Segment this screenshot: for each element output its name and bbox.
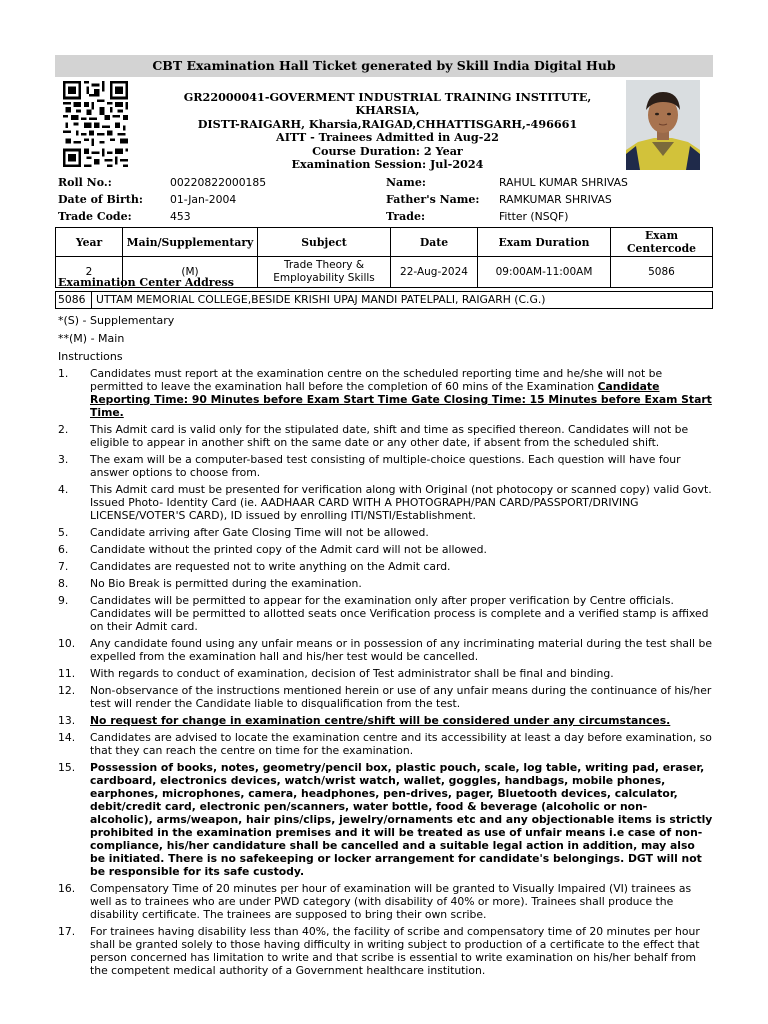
date-of-birth: 01-Jan-2004 [170,193,237,206]
trade-label: Trade: [386,210,426,223]
note-main: **(M) - Main [58,332,125,345]
item-number: 16. [58,882,76,895]
item-text: This Admit card is valid only for the stipulated date, shift and time as specified thereon. Candidates will not be eligible to appear in another shift on the same date or any other date, if absent from the scheduled shift. [90,423,689,449]
item-text: Candidate arriving after Gate Closing Time will not be allowed. [90,526,429,539]
item-text: Candidates will be permitted to appear for the examination only after proper verification by Centre officials. Candidates will be permitted to allotted seats once Verification process is complete and a verified stamp is affixed on their Admit card. [90,594,709,633]
item-text: Any candidate found using any unfair means or in possession of any incriminating material during the test shall be expelled from the examination hall and his/her test would be cancelled. [90,637,712,663]
candidate-name: RAHUL KUMAR SHRIVAS [499,176,628,189]
item-bold-text: Candidate Reporting Time: 90 Minutes before Exam Start Time Gate Closing Time: 15 Minutes before Exam Start Time. [90,380,712,419]
item-text: For trainees having disability less than 40%, the facility of scribe and compensatory time of 20 minutes per hour shall be granted solely to those having difficulty in writing subject to production of a certificate to the effect that person concerned has limitation to write and that scribe is essential to write examination on his/her behalf from the competent medical authority of a Government healthcare institution. [90,925,700,977]
item-bold-text: Possession of books, notes, geometry/pencil box, plastic pouch, scale, log table, writing pad, eraser, cardboard, electronics devices, watch/wrist watch, wallet, goggles, handbags, mobile phones, earphones, microphones, camera, headphones, pen-drives, pager, Bluetooth devices, calculator, debit/credit card, electronic pen/scanners, water bottle, food & beverage (alcoholic or non- alcoholic), arms/weapon, hair pins/clips, jewelry/ornaments etc and any objectionable items is strictly prohibited in the examination premises and it will be treated as use of unfair means i.e case of non-compliance, his/her candidature shall be cancelled and a suitable legal action in addition, may also be initiated. There is no safekeeping or locker arrangement for candidate's belongings. DGT will not be responsible for its safe custody. [90,761,713,878]
header-subject: Subject [258,228,391,257]
institute-line-1: GR22000041-GOVERMENT INDUSTRIAL TRAINING INSTITUTE, KHARSIA, [183,90,592,118]
qr-code-icon [63,81,128,167]
candidate-photo [626,80,700,170]
page-title: CBT Examination Hall Ticket generated by Skill India Digital Hub [55,55,713,77]
instruction-item-7 [58,560,713,573]
center-code: 5086 [58,292,92,308]
item-text: With regards to conduct of examination, decision of Test administrator shall be final and binding. [90,667,614,680]
instruction-item-15 [58,761,713,878]
trade: Fitter (NSQF) [499,210,569,223]
instruction-item-14 [58,731,713,757]
item-text: Candidate without the printed copy of the Admit card will not be allowed. [90,543,487,556]
roll-label: Roll No.: [58,176,112,189]
item-number: 4. [58,483,69,496]
instruction-item-6 [58,543,713,556]
item-number: 3. [58,453,69,466]
header-main-supplementary: Main/Supplementary [123,228,258,257]
subject-line-2: Employability Skills [273,272,375,284]
item-number: 17. [58,925,76,938]
item-text: Candidates must report at the examination centre on the scheduled reporting time and he/she will not be permitted to leave the examination hall before the completion of 60 mins of the Examination [90,367,663,393]
item-number: 5. [58,526,69,539]
header-exam-centercode: Exam Centercode [611,228,713,257]
institute-details [155,91,620,171]
instruction-item-8 [58,577,713,590]
item-text: Candidates are advised to locate the examination centre and its accessibility at least a day before examination, so that they can reach the centre on time for the examination. [90,731,712,757]
instruction-item-3 [58,453,713,479]
item-number: 14. [58,731,76,744]
cell-year: 2 [56,257,123,288]
father-name: RAMKUMAR SHRIVAS [499,193,612,206]
dob-label: Date of Birth: [58,193,143,206]
item-number: 1. [58,367,69,380]
item-text: The exam will be a computer-based test consisting of multiple-choice questions. Each question will have four answer options to choose from. [90,453,681,479]
instruction-item-9 [58,594,713,633]
instruction-item-16 [58,882,713,921]
cell-duration: 09:00AM-11:00AM [478,257,611,288]
instruction-item-11 [58,667,713,680]
header-date: Date [391,228,478,257]
institute-line-2: DISTT-RAIGARH, Kharsia,RAIGAD,CHHATTISGARH,-496661 [197,116,578,131]
instruction-item-10 [58,637,713,663]
candidate-info [55,176,713,227]
name-label: Name: [386,176,426,189]
item-bold-text: No request for change in examination centre/shift will be considered under any circumstances. [90,714,671,727]
instruction-item-2 [58,423,713,449]
item-number: 7. [58,560,69,573]
item-number: 15. [58,761,76,774]
header-exam-duration: Exam Duration [478,228,611,257]
table-header-row [56,228,713,257]
cell-type: (M) [123,257,258,288]
instructions-heading: Instructions [58,350,123,363]
item-number: 13. [58,714,76,727]
father-label: Father's Name: [386,193,480,206]
institute-line-3: AITT - Trainees Admitted in Aug-22 [276,130,499,145]
item-text: No Bio Break is permitted during the examination. [90,577,362,590]
center-address-title: Examination Center Address [58,276,234,289]
item-number: 8. [58,577,69,590]
notes [58,312,174,366]
item-text: Compensatory Time of 20 minutes per hour of examination will be granted to Visually Impaired (VI) trainees as well as to trainees who are under PWD category (with disability of 40% or more). Trainees shall produce the disability certificate. The trainees are supposed to bring their own scribe. [90,882,692,921]
cell-date: 22-Aug-2024 [391,257,478,288]
institute-line-5: Examination Session: Jul-2024 [291,157,484,172]
instruction-item-1 [58,367,713,419]
item-number: 6. [58,543,69,556]
cell-centercode: 5086 [611,257,713,288]
instruction-item-4 [58,483,713,522]
center-address-box [55,291,713,309]
item-number: 2. [58,423,69,436]
trade-code-label: Trade Code: [58,210,132,223]
hall-ticket [55,55,713,977]
item-number: 12. [58,684,76,697]
item-number: 9. [58,594,69,607]
subject-line-1: Trade Theory & [283,259,365,271]
cell-subject [258,257,391,288]
instruction-item-12 [58,684,713,710]
roll-number: 00220822000185 [170,176,267,189]
trade-code: 453 [170,210,191,223]
note-supplementary: *(S) - Supplementary [58,314,175,327]
item-text: Candidates are requested not to write anything on the Admit card. [90,560,451,573]
item-number: 11. [58,667,76,680]
institute-line-4: Course Duration: 2 Year [312,143,463,158]
item-text: Non-observance of the instructions mentioned herein or use of any unfair means during the continuance of his/her test will render the Candidate liable to disqualification from the test. [90,684,712,710]
instructions-list [58,367,713,981]
instruction-item-17 [58,925,713,977]
item-text: This Admit card must be presented for verification along with Original (not photocopy or scanned copy) valid Govt. Issued Photo- Identity Card (ie. AADHAAR CARD WITH A PHOTOGRAPH/PAN CARD/PASSPORT/DRIVING LICENSE/VOTER'S CARD), ID issued by enrolling ITI/NSTI/Establishment. [90,483,712,522]
instruction-item-13 [58,714,713,727]
instruction-item-5 [58,526,713,539]
center-address: UTTAM MEMORIAL COLLEGE,BESIDE KRISHI UPAJ MANDI PATELPALI, RAIGARH (C.G.) [96,293,546,306]
header-year: Year [56,228,123,257]
item-number: 10. [58,637,76,650]
